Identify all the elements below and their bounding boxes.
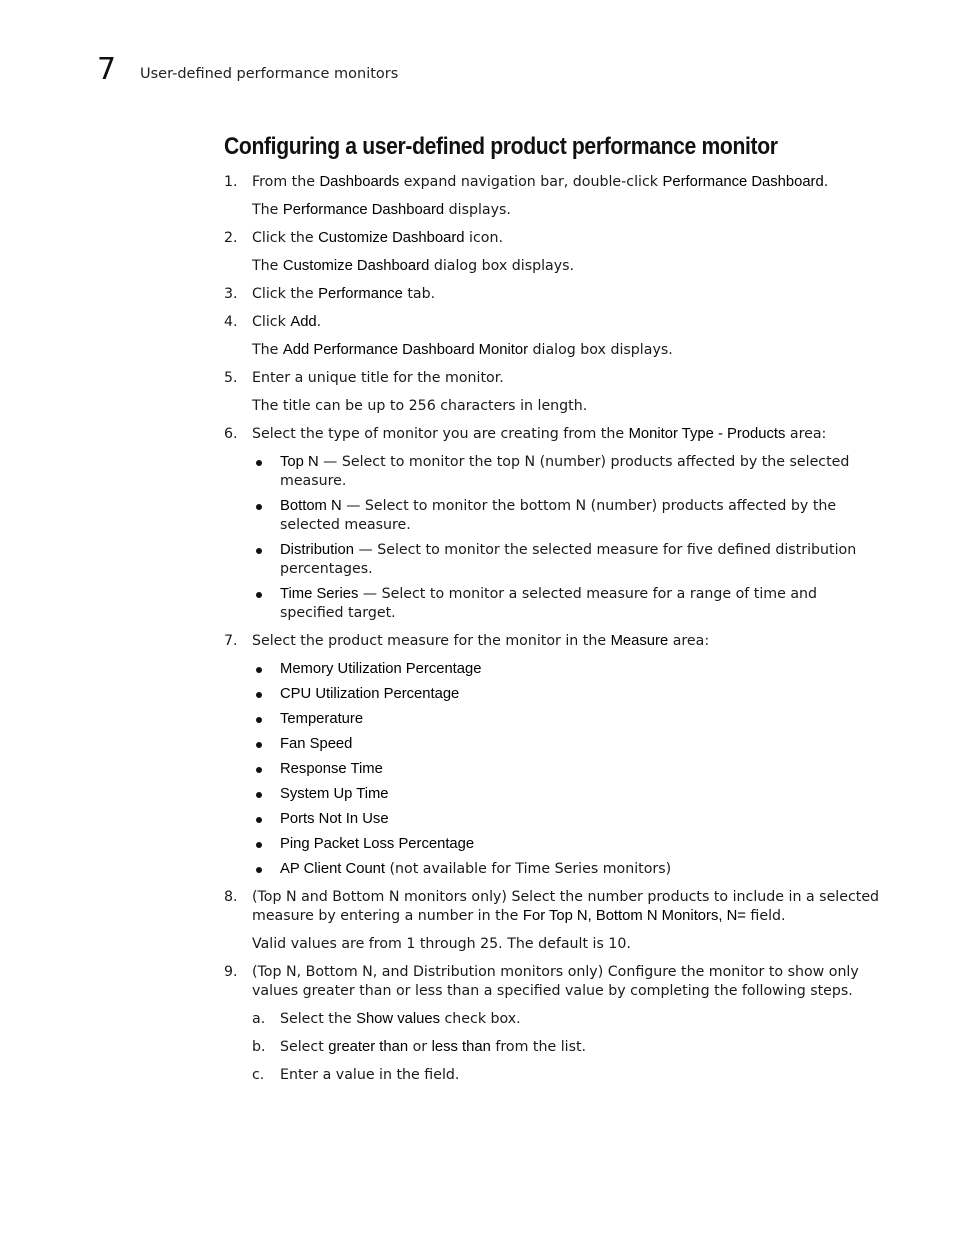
- ui-term: CPU Utilization Percentage: [280, 686, 460, 702]
- substep-letter: a.: [252, 1011, 266, 1027]
- step-instruction: (Top N, Bottom N, and Distribution monitors only) Configure the monitor to show only values greater than or less than a specified value by completing the following steps.: [252, 964, 859, 999]
- step-number: 6.: [224, 426, 238, 442]
- bullet-icon: [256, 767, 262, 773]
- list-item: [252, 660, 884, 679]
- ui-term: Ping Packet Loss Percentage: [280, 836, 475, 852]
- list-item: Top N — Select to monitor the top N (number) products affected by the selected measure.: [252, 453, 884, 491]
- step-result: The Performance Dashboard displays.: [252, 202, 511, 218]
- ui-term: Response Time: [280, 761, 383, 777]
- ui-term: Customize Dashboard: [318, 230, 465, 246]
- step-number: 2.: [224, 230, 238, 246]
- step-result: The Add Performance Dashboard Monitor dialog box displays.: [252, 342, 673, 358]
- bullet-icon: [256, 717, 262, 723]
- bullet-icon: [256, 792, 262, 798]
- list-item: [252, 835, 884, 854]
- list-item: [252, 685, 884, 704]
- step-9: [224, 963, 884, 1085]
- step-instruction: (Top N and Bottom N monitors only) Select the number products to include in a selected measure by entering a number in the For Top N, Bottom N Monitors, N= field.: [252, 889, 880, 924]
- step-instruction: Select the product measure for the monitor in the Measure area:: [252, 633, 710, 649]
- ui-term: System Up Time: [280, 786, 389, 802]
- step-8: [224, 888, 884, 954]
- step-number: 7.: [224, 633, 238, 649]
- list-item: Time Series — Select to monitor a selected measure for a range of time and specified target.: [252, 585, 884, 623]
- step-4: [224, 313, 884, 360]
- list-item: Distribution — Select to monitor the selected measure for five defined distribution percentages.: [252, 541, 884, 579]
- step-number: 5.: [224, 370, 238, 386]
- ui-term: Customize Dashboard: [282, 258, 430, 274]
- list-item: Bottom N — Select to monitor the bottom N (number) products affected by the selected measure.: [252, 497, 884, 535]
- ui-term: Performance: [318, 286, 403, 302]
- ui-term: Temperature: [280, 711, 364, 727]
- ui-term: Performance Dashboard: [282, 202, 445, 218]
- step-number: 4.: [224, 314, 238, 330]
- ui-term: Monitor Type - Products: [628, 426, 786, 442]
- chapter-number: 7: [97, 52, 117, 87]
- list-item: [252, 785, 884, 804]
- ui-term: Distribution: [280, 542, 355, 558]
- substep-letter: b.: [252, 1039, 266, 1055]
- ui-term: Dashboards: [319, 174, 400, 190]
- step-instruction: Enter a unique title for the monitor.: [252, 370, 504, 386]
- bullet-icon: [256, 867, 262, 873]
- ui-term: For Top N, Bottom N Monitors, N=: [522, 908, 746, 924]
- ui-term: Fan Speed: [280, 736, 353, 752]
- step-instruction: Click Add.: [252, 314, 322, 330]
- substep-list: [252, 1010, 884, 1085]
- monitor-type-list: [252, 453, 884, 623]
- bullet-icon: [256, 592, 262, 598]
- list-item: [252, 735, 884, 754]
- bullet-icon: [256, 504, 262, 510]
- step-7: [224, 632, 884, 879]
- list-item: AP Client Count (not available for Time Series monitors): [252, 860, 884, 879]
- step-instruction: Click the Performance tab.: [252, 286, 436, 302]
- ui-term: Measure: [610, 633, 669, 649]
- ui-term: greater than: [328, 1039, 409, 1055]
- list-item: [252, 810, 884, 829]
- list-item: [252, 760, 884, 779]
- step-number: 1.: [224, 174, 238, 190]
- step-result: The title can be up to 256 characters in length.: [252, 398, 588, 414]
- ui-term: Performance Dashboard: [662, 174, 824, 190]
- step-1: [224, 173, 884, 220]
- bullet-icon: [256, 460, 262, 466]
- substep-c: c. Enter a value in the field.: [252, 1067, 460, 1083]
- list-item: [252, 710, 884, 729]
- step-instruction: From the Dashboards expand navigation bar, double-click Performance Dashboard.: [252, 174, 829, 190]
- substep-b: b. Select greater than or less than from the list.: [252, 1039, 587, 1055]
- bullet-icon: [256, 667, 262, 673]
- step-number: 9.: [224, 964, 238, 980]
- ui-term: Bottom N: [280, 498, 342, 514]
- step-result: The Customize Dashboard dialog box displays.: [252, 258, 575, 274]
- step-5: [224, 369, 884, 416]
- ui-term: Time Series: [280, 586, 359, 602]
- bullet-icon: [256, 817, 262, 823]
- ui-term: Show values: [356, 1011, 440, 1027]
- step-result: Valid values are from 1 through 25. The default is 10.: [252, 936, 631, 952]
- ui-term: AP Client Count: [280, 861, 386, 877]
- step-number: 8.: [224, 889, 238, 905]
- step-3: [224, 285, 884, 304]
- bullet-icon: [256, 692, 262, 698]
- measure-list: [252, 660, 884, 879]
- ui-term: less than: [431, 1039, 491, 1055]
- section-title: Configuring a user-defined product performance monitor: [224, 133, 778, 160]
- running-head: User-defined performance monitors: [140, 66, 399, 82]
- ui-term: Add Performance Dashboard Monitor: [282, 342, 529, 358]
- bullet-icon: [256, 742, 262, 748]
- substep-a: a. Select the Show values check box.: [252, 1011, 521, 1027]
- procedure: [224, 173, 884, 1094]
- step-6: [224, 425, 884, 623]
- step-instruction: Select the type of monitor you are creating from the Monitor Type - Products area:: [252, 426, 827, 442]
- ui-term: Memory Utilization Percentage: [280, 661, 482, 677]
- ui-term: Top N: [280, 454, 319, 470]
- step-instruction: Click the Customize Dashboard icon.: [252, 230, 503, 246]
- bullet-icon: [256, 548, 262, 554]
- bullet-icon: [256, 842, 262, 848]
- ui-term: Add: [290, 314, 317, 330]
- ui-term: Ports Not In Use: [280, 811, 389, 827]
- step-number: 3.: [224, 286, 238, 302]
- substep-letter: c.: [252, 1067, 265, 1083]
- step-2: [224, 229, 884, 276]
